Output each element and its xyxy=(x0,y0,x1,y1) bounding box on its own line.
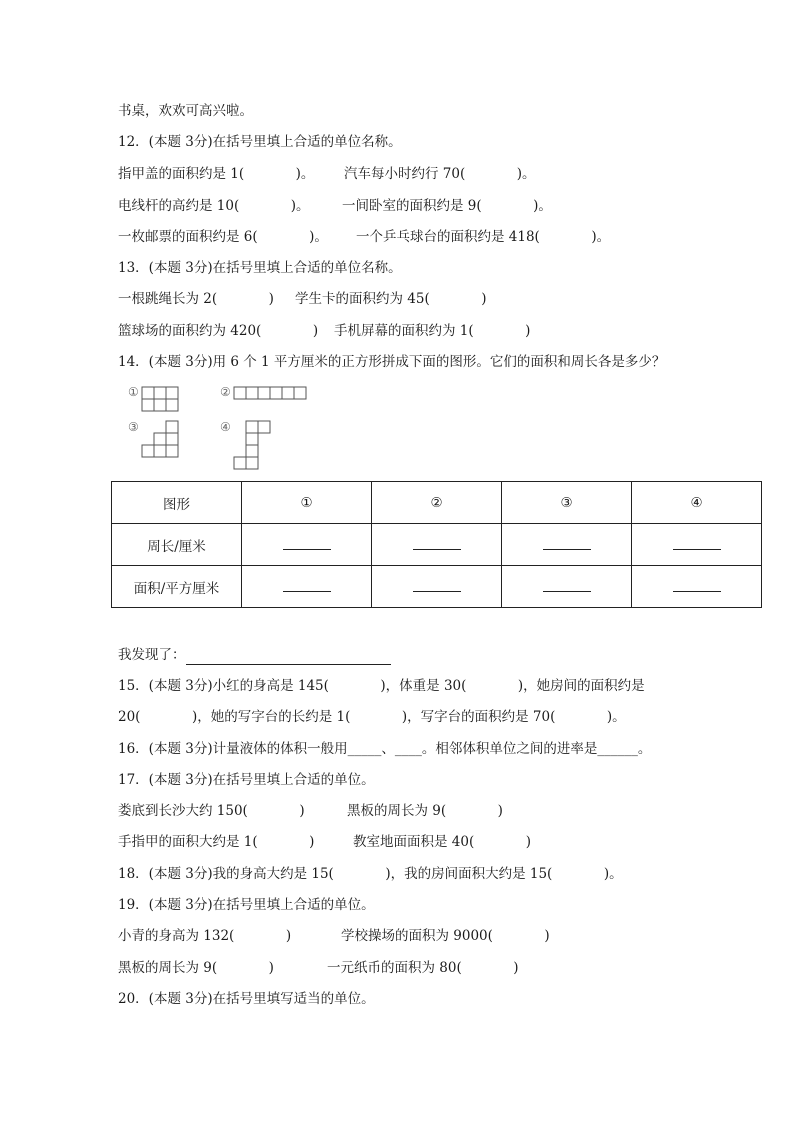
question-text: 14．(本题 3分)用 6 个 1 平方厘米的正方形拼成下面的图形。它们的面积和周长各是多少？ xyxy=(118,354,666,370)
answer-cell[interactable] xyxy=(372,524,502,566)
row-label-area: 面积/平方厘米 xyxy=(112,566,242,608)
question-item: 汽车每小时约行 70( )。 xyxy=(344,166,536,182)
figure-4-label: ④ xyxy=(220,420,231,434)
answer-cell[interactable] xyxy=(632,524,762,566)
table-row xyxy=(112,524,762,566)
question-item: 娄底到长沙大约 150( ) xyxy=(118,803,305,819)
figure-4 xyxy=(234,421,270,469)
question-item: 黑板的周长为 9( ) xyxy=(347,803,503,819)
question-text: 18．(本题 3分)我的身高大约是 15( )，我的房间面积大约是 15( )。 xyxy=(118,866,623,882)
figure-3 xyxy=(142,421,178,457)
answer-cell[interactable] xyxy=(242,566,372,608)
question-item: 一元纸币的面积为 80( ) xyxy=(327,960,519,976)
question-item: 学校操场的面积为 9000( ) xyxy=(341,928,550,944)
question-text: 15．(本题 3分)小红的身高是 145( )，体重是 30( )，她房间的面积约是 xyxy=(118,678,645,694)
answer-blank[interactable] xyxy=(413,577,461,592)
question-item: 学生卡的面积约为 45( ) xyxy=(295,291,487,307)
question-item: 一根跳绳长为 2( ) xyxy=(118,291,274,307)
question-item: 电线杆的高约是 10( )。 xyxy=(118,198,310,214)
question-15 xyxy=(118,676,645,696)
question-text: 20．(本题 3分)在括号里填写适当的单位。 xyxy=(118,991,375,1007)
question-item: 一间卧室的面积约是 9( )。 xyxy=(342,198,552,214)
question-17 xyxy=(118,770,375,790)
table-header-cell: ② xyxy=(372,482,502,524)
question-text: 17．(本题 3分)在括号里填上合适的单位。 xyxy=(118,772,375,788)
answer-blank[interactable] xyxy=(283,535,331,550)
answer-blank[interactable] xyxy=(283,577,331,592)
row-label-perimeter: 周长/厘米 xyxy=(112,524,242,566)
figure-1 xyxy=(142,387,178,411)
question-item: 篮球场的面积约为 420( ) xyxy=(118,323,319,339)
question-item: 一个乒乓球台的面积约是 418( )。 xyxy=(356,229,611,245)
answer-cell[interactable] xyxy=(502,566,632,608)
question-item: 一枚邮票的面积约是 6( )。 xyxy=(118,229,328,245)
figure-2 xyxy=(234,387,306,399)
question-text: 12．(本题 3分)在括号里填上合适的单位名称。 xyxy=(118,134,402,150)
question-13 xyxy=(118,258,402,278)
question-15-cont xyxy=(118,707,626,727)
question-item: 指甲盖的面积约是 1( )。 xyxy=(118,166,315,182)
question-line xyxy=(118,801,503,821)
found-blank[interactable] xyxy=(186,650,391,665)
question-19 xyxy=(118,895,375,915)
table-header-cell: ④ xyxy=(632,482,762,524)
figure-2-label: ② xyxy=(220,385,231,399)
question-item: 黑板的周长为 9( ) xyxy=(118,960,274,976)
answer-blank[interactable] xyxy=(543,577,591,592)
question-text: 13．(本题 3分)在括号里填上合适的单位名称。 xyxy=(118,260,402,276)
question-18 xyxy=(118,864,623,884)
question-line xyxy=(118,958,519,978)
question-item: 教室地面面积是 40( ) xyxy=(353,834,531,850)
question-line xyxy=(118,196,552,216)
text-line xyxy=(118,101,253,121)
answer-blank[interactable] xyxy=(673,577,721,592)
question-text: 16．(本题 3分)计量液体的体积一般用_____、____。相邻体积单位之间的进率是______。 xyxy=(118,741,652,757)
found-line xyxy=(118,645,391,665)
question-line xyxy=(118,289,487,309)
table-header-cell: ① xyxy=(242,482,372,524)
text: 书桌，欢欢可高兴啦。 xyxy=(118,103,253,119)
answer-cell[interactable] xyxy=(502,524,632,566)
question-line xyxy=(118,926,550,946)
table-header-row xyxy=(112,482,762,524)
question-12 xyxy=(118,132,402,152)
table-row xyxy=(112,566,762,608)
figure-3-label: ③ xyxy=(128,420,139,434)
question-text: 20( )，她的写字台的长约是 1( )，写字台的面积约是 70( )。 xyxy=(118,709,626,725)
question-line xyxy=(118,164,536,184)
answer-cell[interactable] xyxy=(632,566,762,608)
question-16 xyxy=(118,739,651,759)
question-item: 小青的身高为 132( ) xyxy=(118,928,292,944)
figure-1-label: ① xyxy=(128,385,139,399)
question-item: 手指甲的面积大约是 1( ) xyxy=(118,834,315,850)
shape-figures xyxy=(120,384,340,474)
question-line xyxy=(118,227,611,247)
shapes-diagram xyxy=(120,384,340,474)
question-line xyxy=(118,321,531,341)
question-14 xyxy=(118,352,665,372)
answer-cell[interactable] xyxy=(242,524,372,566)
question-item: 手机屏幕的面积约为 1( ) xyxy=(334,323,531,339)
question-text: 19．(本题 3分)在括号里填上合适的单位。 xyxy=(118,897,375,913)
answer-table xyxy=(111,481,762,608)
answer-cell[interactable] xyxy=(372,566,502,608)
question-line xyxy=(118,832,531,852)
table-header-cell: 图形 xyxy=(112,482,242,524)
found-label: 我发现了： xyxy=(118,647,186,663)
answer-blank[interactable] xyxy=(673,535,721,550)
answer-blank[interactable] xyxy=(543,535,591,550)
question-20 xyxy=(118,989,375,1009)
answer-blank[interactable] xyxy=(413,535,461,550)
table-header-cell: ③ xyxy=(502,482,632,524)
